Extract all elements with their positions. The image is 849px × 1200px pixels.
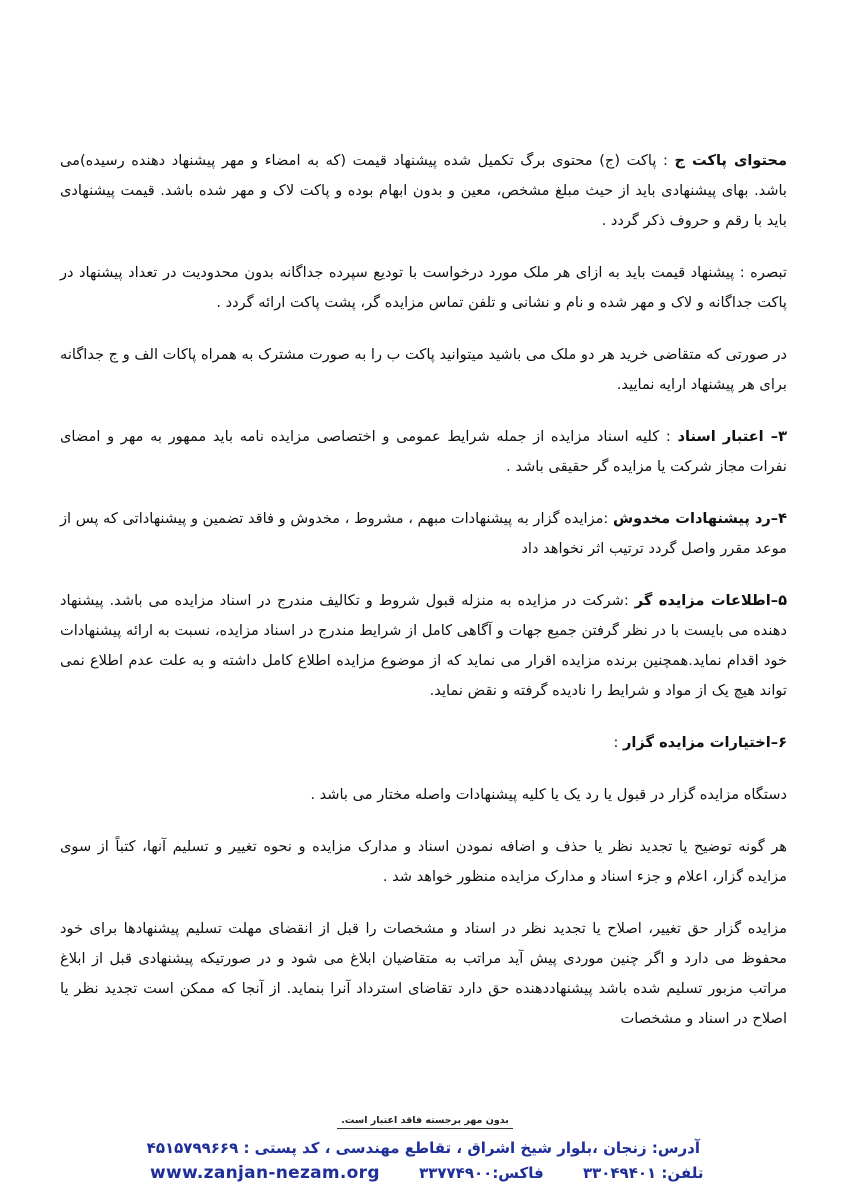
paragraph-revisions — [60, 832, 787, 892]
paragraph-both-properties — [60, 340, 787, 400]
paragraph-heading: محتوای پاکت ج — [674, 152, 787, 169]
paragraph-pocket-c — [60, 146, 787, 236]
paragraph-note — [60, 258, 787, 318]
footer-contact-line — [150, 1161, 704, 1185]
validity-note: بدون مهر برجسته فاقد اعتبار است. — [337, 1115, 513, 1129]
footer-address: آدرس: زنجان ،بلوار شیخ اشراق ، تقاطع مهندسی ، کد پستی : ۴۵۱۵۷۹۹۶۶۹ — [146, 1139, 700, 1157]
paragraph-text: تبصره : پیشنهاد قیمت باید به ازای هر ملک مورد درخواست با تودیع سپرده جداگانه بدون محدودیت در تعداد پیشنهاد در پاکت جداگانه و لاک و مهر شده و نام و نشانی و تلفن تماس مزایده گر، پشت پاکت ارائه گردد . — [60, 264, 787, 311]
document-body — [60, 146, 787, 1056]
website-link[interactable]: www.zanjan-nezam.org — [150, 1163, 380, 1183]
paragraph-text: :مزایده گزار به پیشنهادات مبهم ، مشروط ، مخدوش و فاقد تضمین و پیشنهاداتی که پس از موعد مقرر واصل گردد ترتیب اثر نخواهد داد — [60, 510, 787, 557]
paragraph-text: مزایده گزار حق تغییر، اصلاح یا تجدید نظر در اسناد و مشخصات را قبل از انقضای مهلت تسلیم پیشنهادها برای خود محفوظ می دارد و اگر چنین موردی پیش آید مراتب به متقاضیان ابلاغ می شود و در صورتیکه پیشنهادی قبل از ابلاغ مراتب مزبور تسلیم شده باشد پیشنهاددهنده حق دارد تقاضای استرداد آنرا بنماید. از آنجا که ممکن است تجدید نظر یا اصلاح در اسناد و مشخصات — [60, 920, 787, 1027]
paragraph-text: : پاکت (ج) محتوی برگ تکمیل شده پیشنهاد قیمت (که به امضاء و مهر پیشنهاد دهنده رسیده)می باشد. بهای پیشنهادی باید از حیث مبلغ مشخص، معین و بدون ابهام بوده و پاکت لاک و مهر شده باشد. قیمت پیشنهادی باید با رقم و حروف ذکر گردد . — [60, 152, 787, 229]
paragraph-reject-offers — [60, 504, 787, 564]
paragraph-heading: ۴–رد پیشنهادات مخدوش — [613, 510, 787, 527]
paragraph-text: : کلیه اسناد مزایده از جمله شرایط عمومی و اختصاصی مزایده نامه باید ممهور به مهر و امضای نفرات مجاز شرکت یا مزایده گر حقیقی باشد . — [60, 428, 787, 475]
paragraph-text: دستگاه مزایده گزار در قبول یا رد یک یا کلیه پیشنهادات واصله مختار می باشد . — [310, 786, 787, 803]
paragraph-heading: ۳– اعتبار اسناد — [677, 428, 787, 445]
paragraph-text: :شرکت در مزایده به منزله قبول شروط و تکالیف مندرج در اسناد مزایده می باشد. پیشنهاد دهنده می بایست با در نظر گرفتن جمیع جهات و آگاهی کامل از شرایط مندرج در اسناد مزایده، نسبت به ارائه پیشنهادات خود اقدام نماید.همچنین برنده مزایده اقرار می نماید که از موضوع مزایده اطلاع کامل داشته و به علت عدم اطلاع نمی تواند هیچ یک از مواد و شرایط را نادیده گرفته و نقض نماید. — [60, 592, 787, 699]
paragraph-text: در صورتی که متقاضی خرید هر دو ملک می باشید میتوانید پاکت ب را به صورت مشترک به همراه پاکات الف و ج جداگانه برای هر پیشنهاد ارایه نمایید. — [60, 346, 787, 393]
paragraph-right-to-change — [60, 914, 787, 1034]
section-heading-auctioneer-authority — [60, 728, 787, 758]
paragraph-text: هر گونه توضیح یا تجدید نظر یا حذف و اضافه نمودن اسناد و مدارک مزایده و نحوه تغییر و تسلیم آنها، کتباً از سوی مزایده گزار، اعلام و جزء اسناد و مدارک مزایده منظور خواهد شد . — [60, 838, 787, 885]
paragraph-bidder-info — [60, 586, 787, 706]
heading-suffix: : — [613, 734, 624, 751]
heading-title: ۶–اختیارات مزایده گزار — [623, 734, 787, 751]
footer-fax: فاکس:۳۳۷۷۴۹۰۰ — [419, 1164, 544, 1182]
paragraph-document-validity — [60, 422, 787, 482]
page-footer — [146, 1108, 704, 1185]
paragraph-heading: ۵–اطلاعات مزایده گر — [634, 592, 787, 609]
footer-phone: تلفن: ۳۳۰۴۹۴۰۱ — [582, 1164, 704, 1182]
paragraph-accept-reject — [60, 780, 787, 810]
